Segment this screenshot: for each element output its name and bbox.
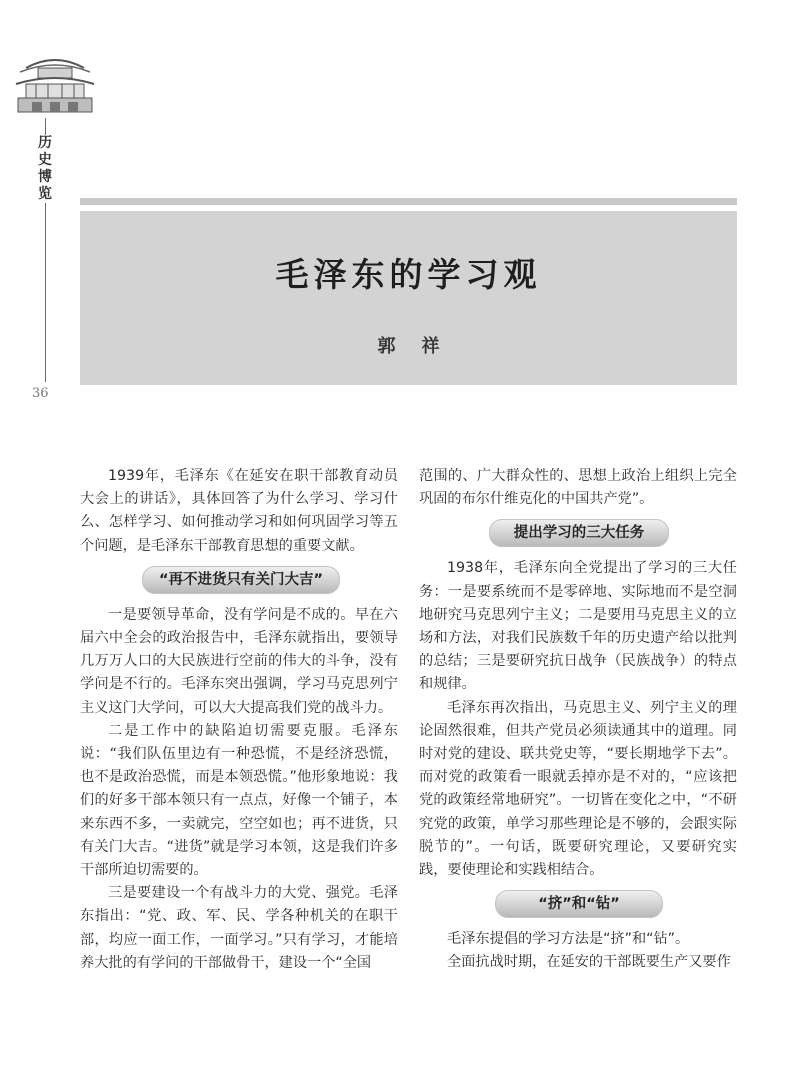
page-number: 36 <box>32 386 49 401</box>
pavilion-logo-icon <box>14 46 96 118</box>
article-title: 毛泽东的学习观 <box>275 255 542 294</box>
section-heading <box>419 882 737 928</box>
section-heading-label: 提出学习的三大任务 <box>489 519 669 547</box>
title-top-bar <box>80 198 737 205</box>
paragraph: 毛泽东再次指出，马克思主义、列宁主义的理论固然很难，但共产党员必须读通其中的道理。同时对党的建设、联共党史等，“要长期地学下去”。而对党的政策看一眼就丢掉亦是不对的，“应该把党的政策经常地研究”。一切皆在变化之中，“不研究党的政策，单学习那些理论是不够的，会跟实际脱节的”。一句话，既要研究理论，又要研究实践，要使理论和实践相结合。 <box>419 699 737 879</box>
paragraph: 一是要领导革命，没有学问是不成的。早在六届六中全会的政治报告中，毛泽东就指出，要领导几万万人口的大民族进行空前的伟大的斗争，没有学问是不行的。毛泽东突出强调，学习马克思列宁主义这门大学问，可以大大提高我们党的战斗力。 <box>80 606 398 716</box>
paragraph: 1939年，毛泽东《在延安在职干部教育动员大会上的讲话》，具体回答了为什么学习、学习什么、怎样学习、如何推动学习和如何巩固学习等五个问题，是毛泽东干部教育思想的重要文献。 <box>80 468 398 554</box>
section-heading <box>80 558 398 604</box>
paragraph: 毛泽东提倡的学习方法是“挤”和“钻”。 <box>447 931 690 948</box>
paragraph: 1938年，毛泽东向全党提出了学习的三大任务：一是要系统而不是零碎地、实际地而不是空洞地研究马克思列宁主义；二是要用马克思主义的立场和方法，对我们民族数千年的历史遗产给以批判的总结；三是要研究抗日战争（民族战争）的特点和规律。 <box>419 560 737 693</box>
article-author: 郭祥 <box>377 336 466 357</box>
paragraph: 全面抗战时期，在延安的干部既要生产又要作 <box>447 954 731 971</box>
section-label: 历史博览 <box>34 135 56 203</box>
right-column <box>419 465 737 975</box>
section-heading <box>419 511 737 557</box>
section-heading-label: “再不进货只有关门大吉” <box>142 566 340 594</box>
paragraph: 三是要建设一个有战斗力的大党、强党。毛泽东指出：“党、政、军、民、学各种机关的在职干部，均应一面工作，一面学习。”只有学习，才能培养大批的有学问的干部做骨干，建设一个“全国 <box>80 885 398 971</box>
title-box <box>80 211 737 385</box>
paragraph: 范围的、广大群众性的、思想上政治上组织上完全巩固的布尔什维克化的中国共产党”。 <box>419 468 737 508</box>
paragraph: 二是工作中的缺陷迫切需要克服。毛泽东说：“我们队伍里边有一种恐慌，不是经济恐慌，也不是政治恐慌，而是本领恐慌。”他形象地说：我们的好多干部本领只有一点点，好像一个铺子，本来东西不多，一卖就完，空空如也；再不进货，只有关门大吉。“进货”就是学习本领，这是我们许多干部所迫切需要的。 <box>80 722 398 879</box>
section-heading-label: “挤”和“钻” <box>495 890 663 918</box>
left-column <box>80 465 398 975</box>
